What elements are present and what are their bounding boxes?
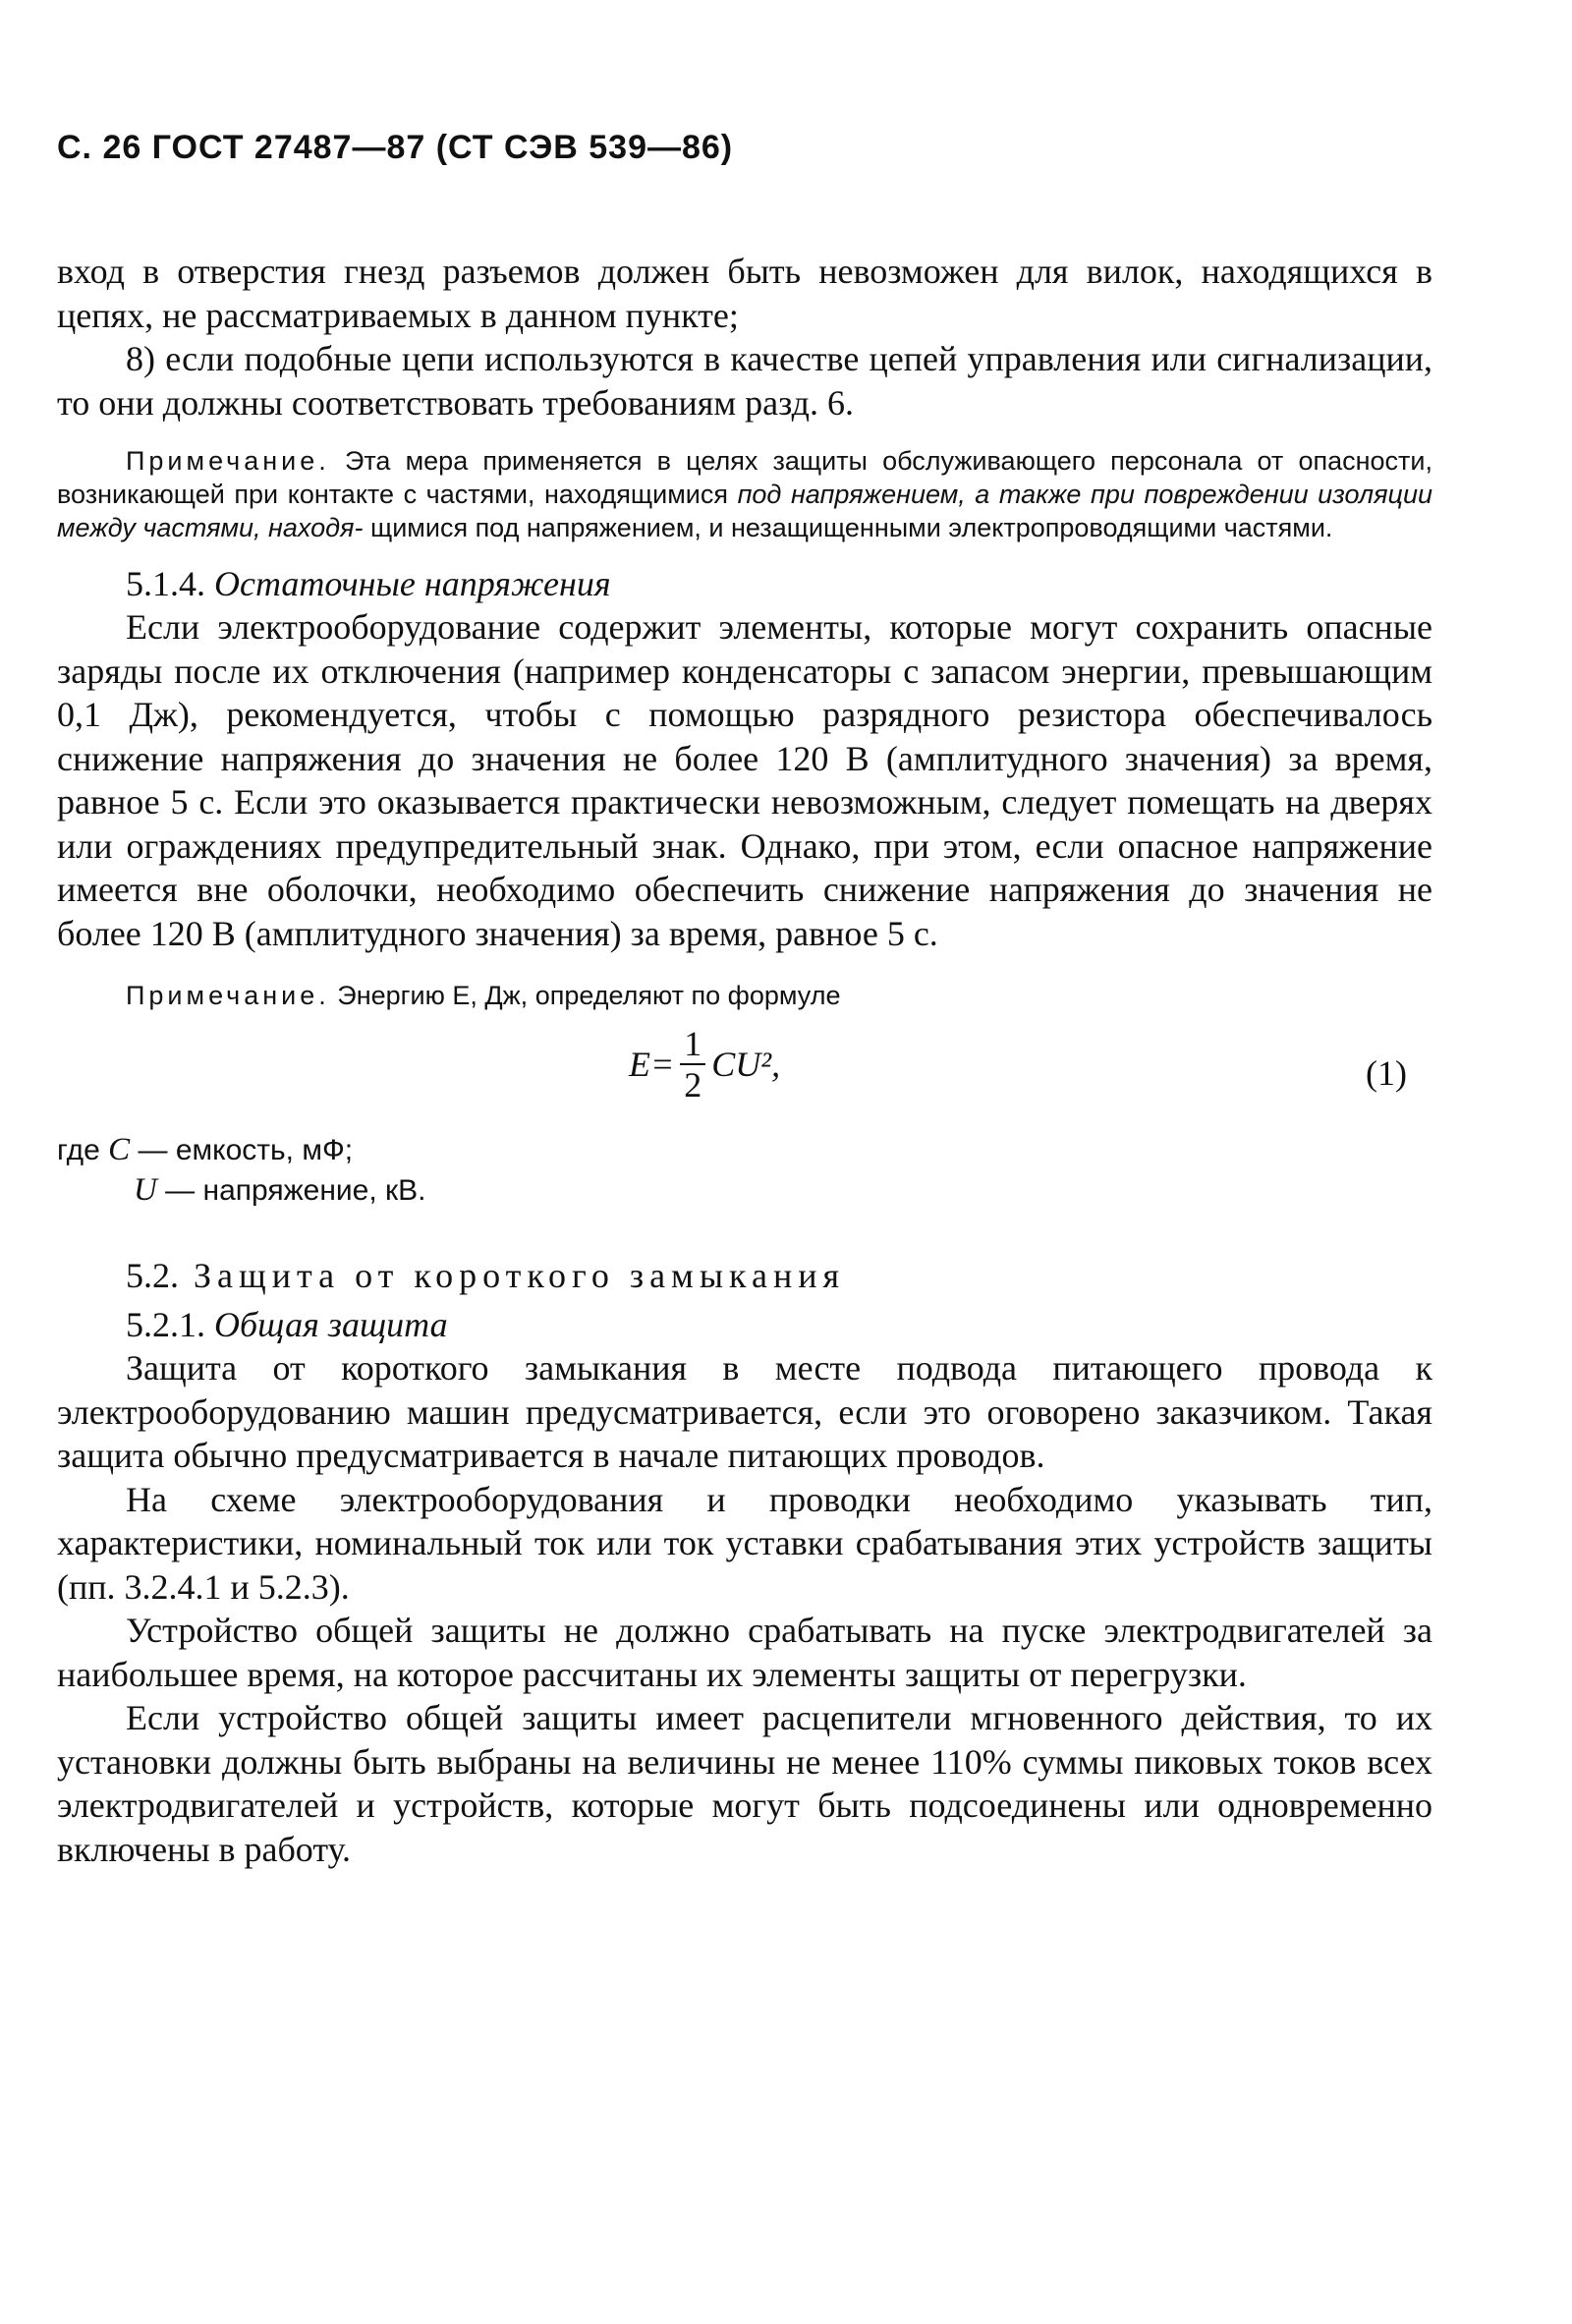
legend-row-u	[57, 1170, 1432, 1211]
section-number: 5.1.4.	[126, 564, 205, 603]
section-title: Общая защита	[214, 1305, 448, 1344]
formula-fraction	[680, 1024, 705, 1105]
note-label: Примечание.	[126, 446, 330, 476]
legend-u-text: — напряжение, кВ.	[156, 1174, 426, 1207]
fraction-numerator: 1	[680, 1024, 705, 1065]
document-page	[57, 126, 1432, 1871]
section-5-2-1-heading	[57, 1303, 1432, 1346]
fraction-denominator: 2	[684, 1065, 702, 1105]
paragraph-item-8: 8) если подобные цепи используются в качестве цепей управления или сигнализации, то они должны соответствовать требованиям разд. 6.	[57, 339, 1432, 423]
note-protection	[57, 444, 1432, 544]
legend-row-c	[57, 1130, 1432, 1170]
legend-c-text: — емкость, мФ;	[130, 1134, 354, 1166]
legend-c-symbol: C	[108, 1132, 131, 1167]
formula-legend	[57, 1130, 1432, 1211]
energy-formula	[629, 1024, 780, 1105]
paragraph-continuation: вход в отверстия гнезд разъемов должен быть невозможен для вилок, находящихся в цепях, не рассматриваемых в данном пункте;	[57, 252, 1432, 335]
note-text-a: Эта мера применяется в целях защиты обслуживающего персонала от опасности, возникающей при контакте с частями, находящимися	[57, 446, 1432, 509]
note-text: Энергию E, Дж, определяют по формуле	[337, 981, 841, 1010]
equation-number: (1)	[1366, 1053, 1407, 1093]
note-text-italic: под напряжением, а также при повреждении изоляции между частями, находя-	[57, 480, 1432, 542]
paragraph-scheme: На схеме электрооборудования и проводки необходимо указывать тип, характеристики, номинальный ток или ток уставки срабатывания этих устройств защиты (пп. 3.2.4.1 и 5.2.3).	[57, 1479, 1432, 1607]
section-number: 5.2.	[126, 1256, 179, 1295]
paragraph-instant-release: Если устройство общей защиты имеет расцепители мгновенного действия, то их установки должны быть выбраны на величины не менее 110% суммы пиковых токов всех электродвигателей и устройств, которые могут быть подсоединены или одновременно включены в работу.	[57, 1698, 1432, 1869]
formula-lhs: E=	[629, 1045, 675, 1084]
note-text-b: щимися под напряжением, и незащищенными электропроводящими частями.	[370, 513, 1333, 542]
note-label: Примечание.	[126, 981, 330, 1010]
section-number: 5.2.1.	[126, 1305, 205, 1344]
page-header: С. 26 ГОСТ 27487—87 (СТ СЭВ 539—86)	[57, 129, 734, 166]
paragraph-general-protection: Защита от короткого замыкания в месте подвода питающего провода к электрооборудованию машин предусматривается, если это оговорено заказчиком. Такая защита обычно предусматривается в начале питающих проводов.	[57, 1348, 1432, 1475]
section-title: Остаточные напряжения	[214, 564, 611, 603]
paragraph-residual-voltage: Если электрооборудование содержит элементы, которые могут сохранить опасные заряды после их отключения (например конденсаторы с запасом энергии, превышающим 0,1 Дж), рекомендуется, чтобы с помощью разрядного резистора обеспечивалось снижение напряжения до значения не более 120 В (амплитудного значения) за время, равное 5 с. Если это оказывается практически невозможным, следует помещать на дверях или ограждениях предупредительный знак. Однако, при этом, если опасное напряжение имеется вне оболочки, необходимо обеспечить снижение напряжения до значения не более 120 В (амплитудного значения) за время, равное 5 с.	[57, 607, 1432, 953]
formula-row	[57, 1012, 1432, 1130]
section-5-2-heading	[57, 1254, 1432, 1297]
section-5-1-4-heading	[57, 562, 1432, 605]
legend-where: где	[57, 1134, 100, 1166]
formula-rhs: CU²,	[711, 1045, 781, 1084]
note-energy	[57, 979, 1432, 1012]
legend-u-symbol: U	[134, 1172, 157, 1208]
paragraph-startup: Устройство общей защиты не должно срабатывать на пуске электродвигателей за наибольшее время, на которое рассчитаны их элементы защиты от перегрузки.	[57, 1611, 1432, 1694]
section-title: Защита от короткого замыкания	[194, 1256, 846, 1295]
